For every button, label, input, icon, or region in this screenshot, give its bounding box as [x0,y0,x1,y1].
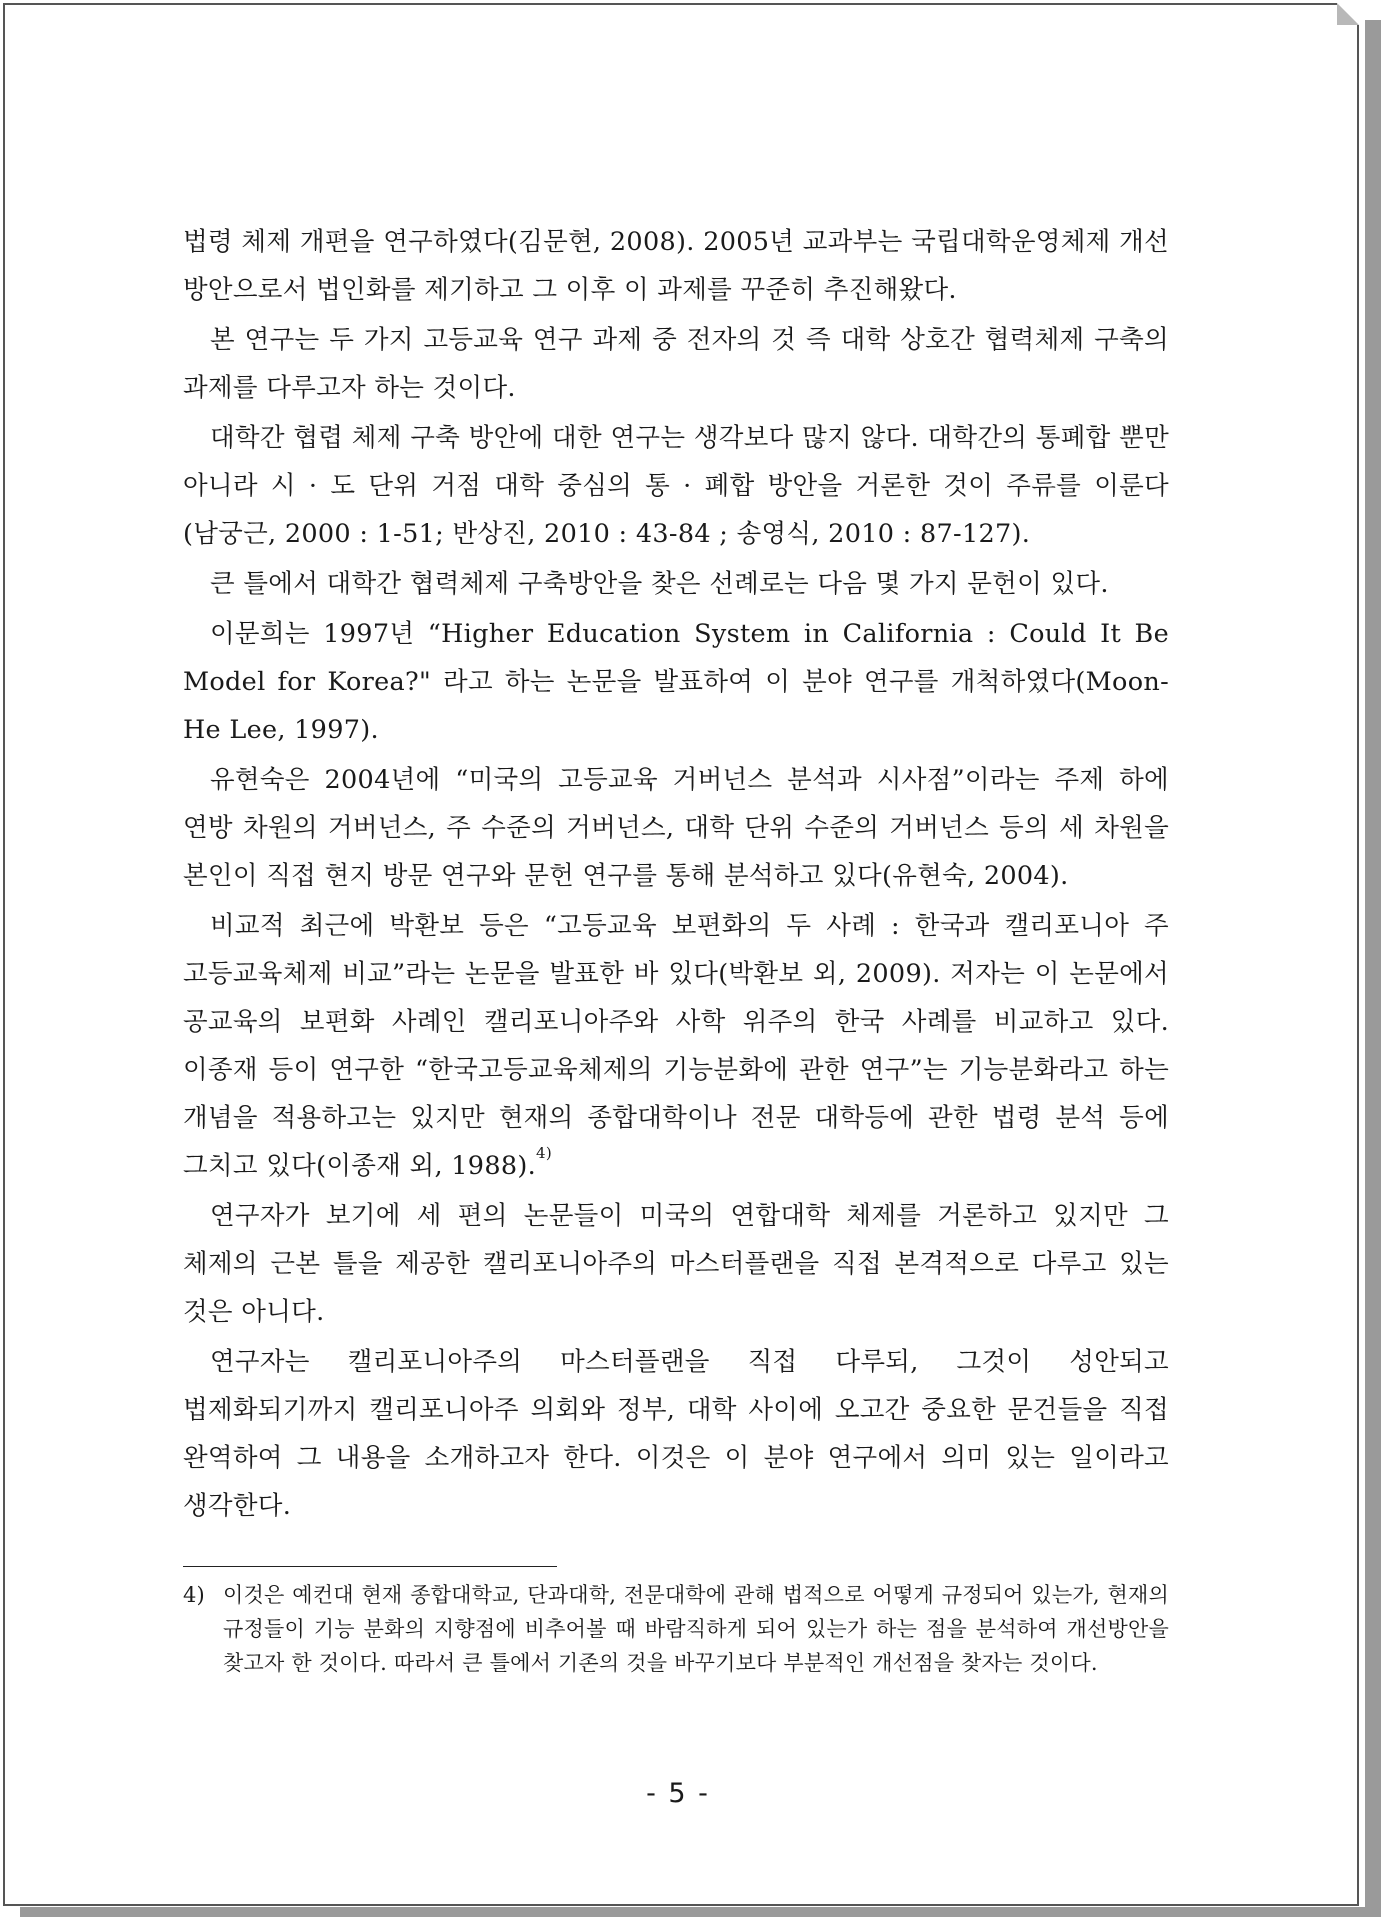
page-corner-fold [1337,3,1359,25]
footnote-separator [183,1566,557,1567]
footnote [183,1578,1169,1680]
paragraph-9: 연구자는 캘리포니아주의 마스터플랜을 직접 다루되, 그것이 성안되고 법제화되기까지 캘리포니아주 의회와 정부, 대학 사이에 오고간 중요한 문건들을 직접 완역하여 그 내용을 소개하고자 한다. 이것은 이 분야 연구에서 의미 있는 일이라고 생각한다. [183,1347,1169,1521]
paragraph-2: 본 연구는 두 가지 고등교육 연구 과제 중 전자의 것 즉 대학 상호간 협력체제 구축의 과제를 다루고자 하는 것이다. [183,325,1169,403]
paragraph-7-text: 비교적 최근에 박환보 등은 “고등교육 보편화의 두 사례 : 한국과 캘리포니아 주 고등교육체제 비교”라는 논문을 발표한 바 있다(박환보 외, 2009). 저자는 이 논문에서 공교육의 보편화 사례인 캘리포니아주와 사학 위주의 한국 사례를 비교하고 있다. 이종재 등이 연구한 “한국고등교육체제의 기능분화에 관한 연구”는 기능분화라고 하는 개념을 적용하고는 있지만 현재의 종합대학이나 전문 대학등에 관한 법령 분석 등에 그치고 있다(이종재 외, 1988). [183,911,1169,1181]
footnote-mark: 4) [183,1583,205,1607]
paragraph-6: 유현숙은 2004년에 “미국의 고등교육 거버넌스 분석과 시사점”이라는 주제 하에 연방 차원의 거버넌스, 주 수준의 거버넌스, 대학 단위 수준의 거버넌스 등의 세 차원을 본인이 직접 현지 방문 연구와 문헌 연구를 통해 분석하고 있다(유현숙, 2004). [183,765,1169,891]
body-text [183,218,1169,1532]
paragraph-4: 큰 틀에서 대학간 협력체제 구축방안을 찾은 선례로는 다음 몇 가지 문헌이 있다. [210,569,1109,599]
paragraph-7 [183,902,1169,1190]
footnote-text: 이것은 예컨대 현재 종합대학교, 단과대학, 전문대학에 관해 법적으로 어떻게 규정되어 있는가, 현재의 규정들이 기능 분화의 지향점에 비추어볼 때 바람직하게 되어 있는가 하는 점을 분석하여 개선방안을 찾고자 한 것이다. 따라서 큰 틀에서 기존의 것을 바꾸기보다 부분적인 개선점을 찾자는 것이다. [223,1583,1169,1675]
paragraph-1: 법령 체제 개편을 연구하였다(김문현, 2008). 2005년 교과부는 국립대학운영체제 개선 방안으로서 법인화를 제기하고 그 이후 이 과제를 꾸준히 추진해왔다. [183,227,1169,305]
paragraph-8: 연구자가 보기에 세 편의 논문들이 미국의 연합대학 체제를 거론하고 있지만 그 체제의 근본 틀을 제공한 캘리포니아주의 마스터플랜을 직접 본격적으로 다루고 있는 것은 아니다. [183,1201,1169,1327]
paragraph-3: 대학간 협렵 체제 구축 방안에 대한 연구는 생각보다 많지 않다. 대학간의 통폐합 뿐만 아니라 시 · 도 단위 거점 대학 중심의 통 · 폐합 방안을 거론한 것이 주류를 이룬다(남궁근, 2000 : 1-51; 반상진, 2010 : 43-84 ; 송영식, 2010 : 87-127). [183,423,1169,549]
page-shadow-right [1365,20,1381,1916]
page-number: - 5 - [646,1778,710,1809]
footnote-reference[interactable]: 4) [536,1144,553,1162]
page-shadow-bottom [20,1907,1381,1917]
paragraph-5: 이문희는 1997년 “Higher Education System in California : Could It Be Model for Korea?" 라고 하는 논문을 발표하여 이 분야 연구를 개척하였다(Moon-He Lee, 1997). [183,619,1169,745]
